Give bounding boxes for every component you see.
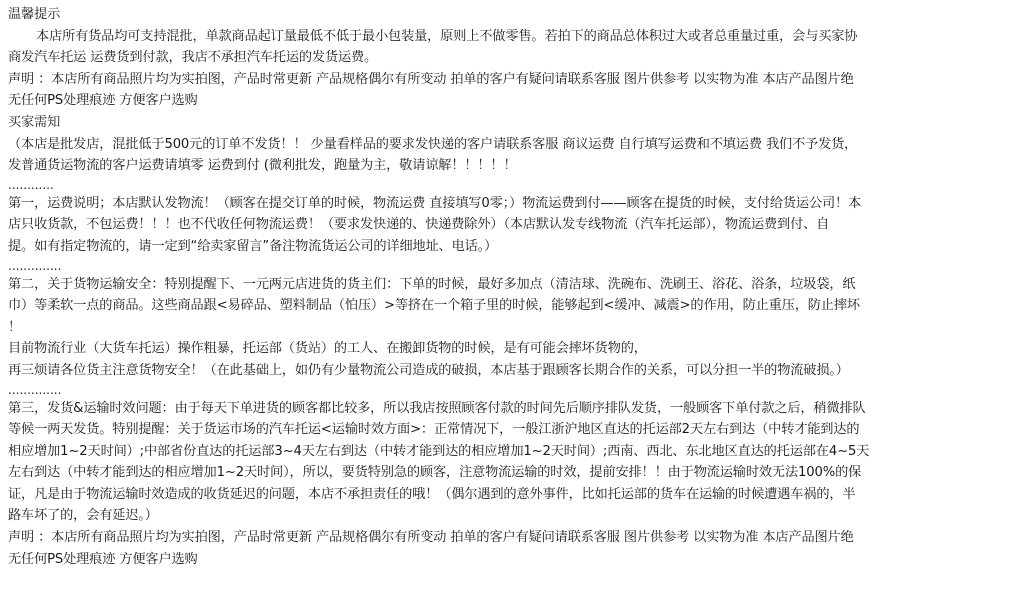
notice-title: 温馨提示: [8, 7, 61, 22]
buyer-notice-line: （本店是批发店，混批低于500元的订单不发货！！ 少量看样品的要求发快递的客户请联系客服 商议运费 自行填写运费和不填运费 我们不予发货，: [8, 136, 858, 152]
section-3-line: 证，凡是由于物流运输时效造成的收货延迟的问题，本店不承担责任的哦！（偶尔遇到的意外事件，比如托运部的货车在运输的时候遭遇车祸的，半: [8, 486, 856, 502]
dotted-separator: ..............: [8, 258, 62, 273]
section-3-line: 路车坏了的，会有延迟。）: [8, 508, 158, 524]
section-2-line: 第二，关于货物运输安全：特别提醒下、一元两元店进货的货主们：下单的时候，最好多加点（清洁球、洗碗布、洗刷王、浴花、浴条，垃圾袋，纸: [8, 276, 856, 292]
section-2-line: 目前物流行业（大货车托运）操作粗暴，托运部（货站）的工人、在搬卸货物的时候，是有可能会摔坏货物的，: [8, 341, 647, 357]
dotted-separator: ............: [8, 177, 54, 192]
statement-line: 声明 ：本店所有商品照片均为实拍图，产品时常更新 产品规格偶尔有所变动 拍单的客户有疑问请联系客服 图片供参考 以实物为准 本店产品图片绝: [8, 530, 854, 546]
statement-line: 无任何PS处理痕迹 方便客户选购: [8, 551, 198, 567]
section-3-line: 第三，发货&运输时效问题：由于每天下单进货的顾客都比较多，所以我店按照顾客付款的时间先后顺序排队发货，一般顾客下单付款之后，稍微排队: [8, 400, 866, 416]
section-3-line: 左右到达（中转才能到达的相应增加1~2天时间），所以，要货特别急的顾客，注意物流运输的时效，提前安排！！由于物流运输时效无法100%的保: [8, 465, 862, 481]
dotted-separator: ..............: [8, 382, 62, 397]
statement-line: 无任何PS处理痕迹 方便客户选购: [8, 93, 198, 109]
buyer-notice-title: 买家需知: [8, 114, 61, 130]
section-1-line: 店只收货款，不包运费！！！也不代收任何物流运费！（要求发快递的、快递费除外）（本店默认发专线物流（汽车托运部），物流运费到付、自: [8, 217, 830, 233]
intro-line: 本店所有货品均可支持混批，单款商品起订量最低不低于最小包装量，原则上不做零售。若拍下的商品总体积过大或者总重量过重，会与买家协: [36, 28, 858, 44]
section-1-line: 提。如有指定物流的，请一定到“给卖家留言”备注物流货运公司的详细地址、电话。）: [8, 238, 498, 254]
section-1-line: 第一，运费说明；本店默认发物流！（顾客在提交订单的时候，物流运费 直接填写0零；）物流运费到付——顾客在提货的时候，支付给货运公司！本: [8, 195, 862, 211]
section-3-line: 等候一两天发货。特别提醒：关于货运市场的汽车托运<运输时效方面>：正常情况下，一般江浙沪地区直达的托运部2天左右到达（中转才能到达的: [8, 422, 860, 438]
intro-line: 商发汽车托运 运费货到付款，我店不承担汽车托运的发货运费。: [8, 50, 378, 66]
section-2-line: 巾）等柔软一点的商品。这些商品跟<易碎品、塑料制品（怕压）>等挤在一个箱子里的时候，能够起到<缓冲、减震>的作用，防止重压，防止摔坏: [8, 298, 860, 314]
section-2-line: 再三烦请各位货主注意货物安全！（在此基础上，如仍有少量物流公司造成的破损，本店基于跟顾客长期合作的关系，可以分担一半的物流破损。）: [8, 362, 849, 378]
section-3-line: 相应增加1~2天时间）;中部省份直达的托运部3~4天左右到达（中转才能到达的相应增加1~2天时间）;西南、西北、东北地区直达的托运部在4~5天: [8, 443, 870, 459]
section-2-line: ！: [8, 319, 22, 335]
statement-line: 声明 ：本店所有商品照片均为实拍图，产品时常更新 产品规格偶尔有所变动 拍单的客户有疑问请联系客服 图片供参考 以实物为准 本店产品图片绝: [8, 71, 854, 87]
buyer-notice-line: 发普通货运物流的客户运费请填零 运费到付 (微利批发，跑量为主，敬请谅解！！！！！: [8, 158, 517, 174]
